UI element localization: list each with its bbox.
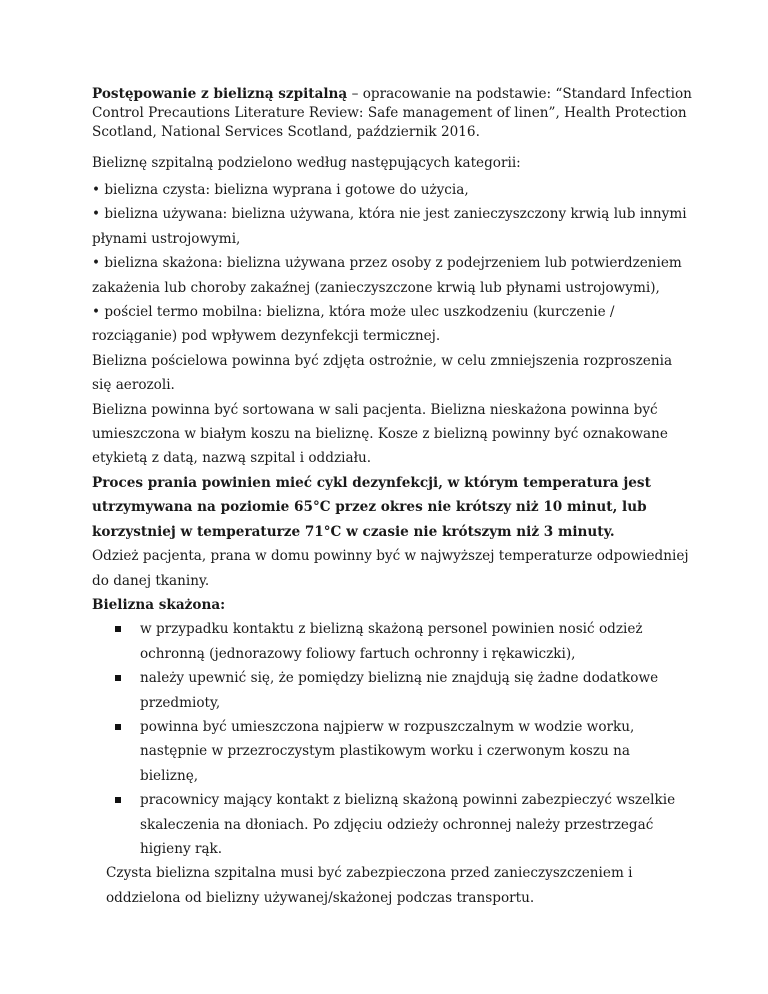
document-title: Postępowanie z bielizną szpitalną bbox=[92, 86, 348, 102]
list-item-text: należy upewnić się, że pomiędzy bielizną nie znajdują się żadne dodatkowe przedmioty, bbox=[140, 670, 659, 711]
document-source: – opracowanie na podstawie: “Standard Infection Control Precautions Literature Review: Safe management of linen”, Health Protection Scotland, National Services Scotland, październik 2016. bbox=[92, 86, 692, 140]
list-item bbox=[92, 715, 692, 788]
category-used: • bielizna używana: bielizna używana, która nie jest zanieczyszczony krwią lub innymi płynami ustrojowymi, bbox=[92, 206, 687, 247]
paragraph-bedding-removal: Bielizna pościelowa powinna być zdjęta ostrożnie, w celu zmniejszenia rozproszenia się aerozoli. bbox=[92, 352, 673, 394]
document-header bbox=[92, 85, 692, 142]
list-item bbox=[92, 666, 692, 715]
square-bullet-icon bbox=[115, 675, 121, 681]
closing-section bbox=[92, 861, 692, 910]
square-bullet-icon bbox=[115, 626, 121, 632]
list-item bbox=[92, 788, 692, 861]
square-bullet-icon bbox=[115, 724, 121, 730]
paragraph-patient-clothing: Odzież pacjenta, prana w domu powinny być w najwyższej temperaturze odpowiedniej do danej tkaniny. bbox=[92, 548, 689, 589]
paragraph-transport: Czysta bielizna szpitalna musi być zabezpieczona przed zanieczyszczeniem i oddzielona od bielizny używanej/skażonej podczas transportu. bbox=[106, 865, 633, 906]
category-heat-sensitive: • pościel termo mobilna: bielizna, która może ulec uszkodzeniu (kurczenie / rozciąganie) pod wpływem dezynfekcji termicznej. bbox=[92, 304, 615, 345]
paragraph-washing-process: Proces prania powinien mieć cykl dezynfekcji, w którym temperatura jest utrzymywana na poziomie 65°C przez okres nie krótszy niż 10 minut, lub korzystniej w temperaturze 71°C w czasie nie krótszym niż 3 minuty. bbox=[92, 474, 651, 540]
category-clean: • bielizna czysta: bielizna wyprana i gotowe do użycia, bbox=[92, 182, 469, 198]
section-heading-contaminated: Bielizna skażona: bbox=[92, 596, 226, 613]
category-contaminated: • bielizna skażona: bielizna używana przez osoby z podejrzeniem lub potwierdzeniem zakażenia lub choroby zakaźnej (zanieczyszczone krwią lub płynami ustrojowymi), bbox=[92, 255, 682, 296]
document-body bbox=[92, 178, 692, 861]
paragraph-sorting: Bielizna powinna być sortowana w sali pacjenta. Bielizna nieskażona powinna być umieszczona w białym koszu na bieliznę. Kosze z bielizną powinny być oznakowane etykietą z datą, nazwą szpital i oddziału. bbox=[92, 401, 668, 467]
list-item-text: powinna być umieszczona najpierw w rozpuszczalnym w wodzie worku, następnie w przezroczystym plastikowym worku i czerwonym koszu na bieliznę, bbox=[140, 718, 635, 784]
list-item-text: pracownicy mający kontakt z bielizną skażoną powinni zabezpieczyć wszelkie skaleczenia na dłoniach. Po zdjęciu odzieży ochronnej należy przestrzegać higieny rąk. bbox=[140, 792, 676, 857]
contaminated-list bbox=[92, 617, 692, 861]
square-bullet-icon bbox=[115, 797, 121, 803]
document-page bbox=[92, 85, 692, 910]
list-item-text: w przypadku kontaktu z bielizną skażoną personel powinien nosić odzież ochronną (jednorazowy foliowy fartuch ochronny i rękawiczki), bbox=[140, 621, 643, 662]
list-item bbox=[92, 617, 692, 666]
categories-intro: Bieliznę szpitalną podzielono według następujących kategorii: bbox=[92, 155, 521, 171]
